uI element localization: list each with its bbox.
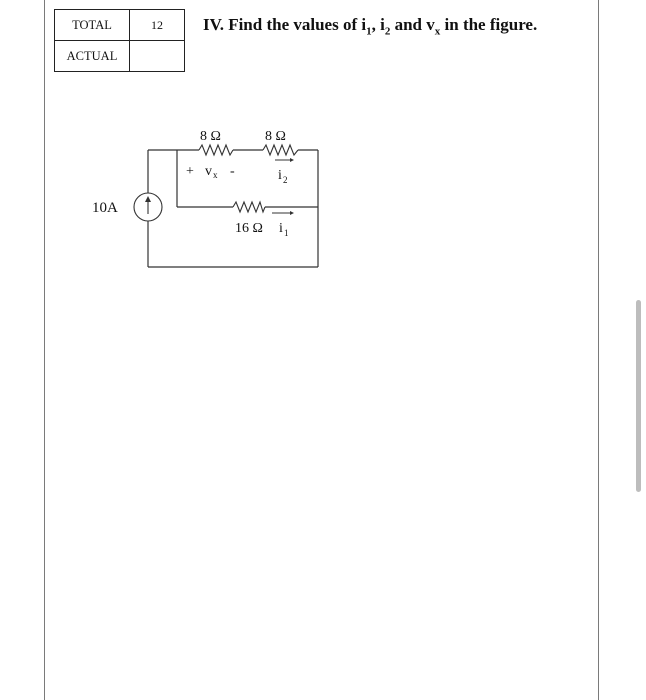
question-sub-x: x bbox=[434, 25, 441, 38]
question-sub-1: 1 bbox=[366, 25, 372, 38]
arrow-i1 bbox=[272, 211, 294, 215]
resistor-r2 bbox=[263, 145, 298, 155]
r1-label: 8 Ω bbox=[200, 129, 221, 144]
r2-label: 8 Ω bbox=[265, 129, 286, 144]
r3-label: 16 Ω bbox=[235, 221, 263, 236]
actual-label: ACTUAL bbox=[55, 41, 130, 72]
vx-sub: x bbox=[213, 170, 218, 180]
i1-sub: 1 bbox=[284, 228, 289, 238]
question-sep-1: , i bbox=[371, 15, 385, 34]
vx-var: v bbox=[205, 164, 212, 179]
resistor-r1 bbox=[199, 145, 233, 155]
total-value: 12 bbox=[130, 10, 185, 41]
i2-sub: 2 bbox=[283, 175, 288, 185]
question-prefix: IV. Find the values of i bbox=[203, 15, 367, 34]
resistor-r3 bbox=[233, 202, 265, 212]
question-sub-2: 2 bbox=[384, 25, 391, 38]
total-label: TOTAL bbox=[55, 10, 130, 41]
current-source bbox=[134, 193, 162, 221]
i1-var: i bbox=[279, 221, 283, 236]
vx-minus: - bbox=[230, 164, 235, 179]
source-label: 10A bbox=[92, 200, 118, 216]
arrow-i2 bbox=[275, 158, 294, 162]
question-suffix: in the figure. bbox=[440, 15, 538, 34]
i2-var: i bbox=[278, 168, 282, 183]
vx-plus: + bbox=[186, 164, 194, 179]
question-sep-2: and v bbox=[390, 15, 435, 34]
